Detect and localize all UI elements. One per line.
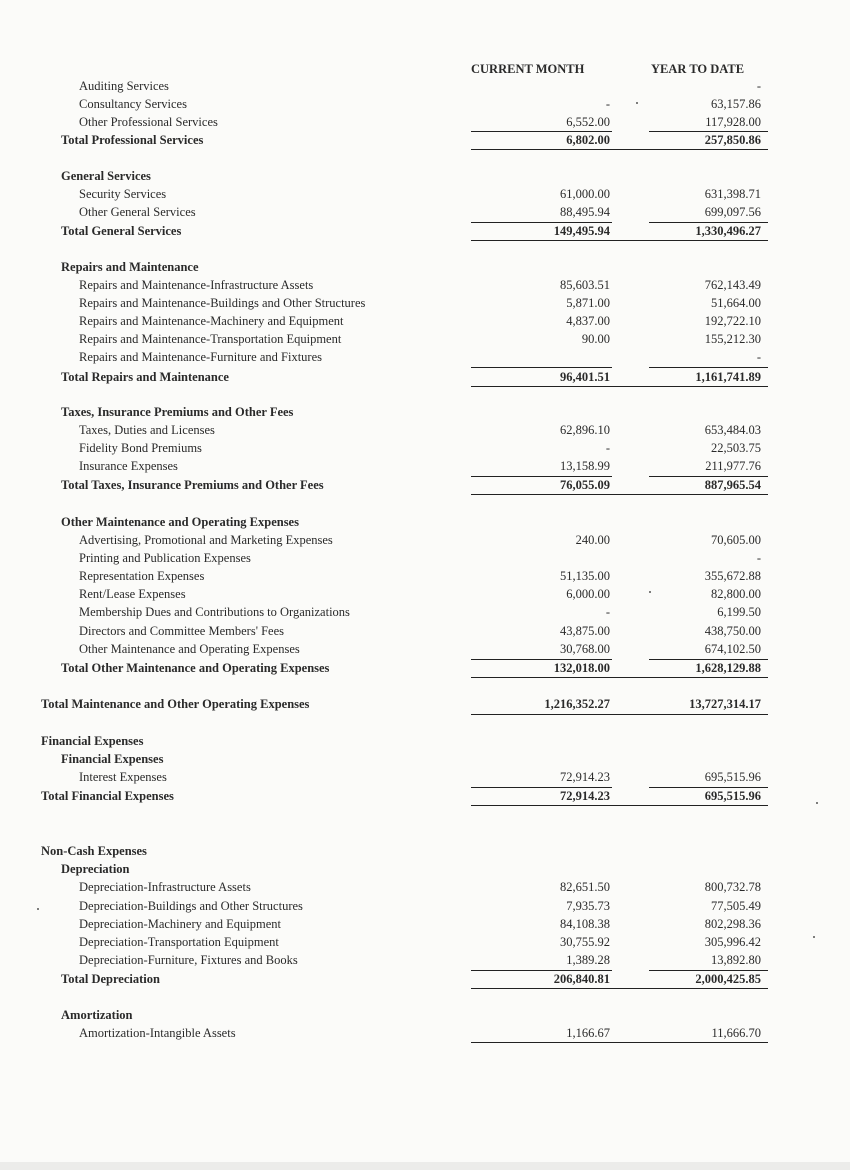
ytd-value: 695,515.96 bbox=[704, 789, 761, 803]
ytd-value: 1,628,129.88 bbox=[695, 661, 761, 675]
scan-speck bbox=[636, 102, 638, 104]
column-header-year-to-date: YEAR TO DATE bbox=[651, 62, 745, 76]
cm-value: 85,603.51 bbox=[560, 278, 610, 292]
cm-value: 7,935.73 bbox=[566, 899, 610, 913]
row-label: Rent/Lease Expenses bbox=[79, 587, 186, 601]
row-depreciation-machinery bbox=[0, 915, 850, 933]
row-label: Repairs and Maintenance-Infrastructure Assets bbox=[79, 278, 314, 292]
ytd-value: 155,212.30 bbox=[704, 332, 761, 346]
cm-value: 132,018.00 bbox=[553, 661, 610, 675]
row-label: Depreciation-Buildings and Other Structures bbox=[79, 899, 303, 913]
row-label: Auditing Services bbox=[79, 79, 169, 93]
row-label: Interest Expenses bbox=[79, 770, 167, 784]
row-label: Security Services bbox=[79, 187, 167, 201]
cm-value: 6,802.00 bbox=[566, 133, 610, 147]
row-repairs-transportation bbox=[0, 330, 850, 348]
row-label: Total Other Maintenance and Operating Expenses bbox=[61, 661, 330, 675]
row-rent-lease-expenses bbox=[0, 585, 850, 603]
column-header-current-month: CURRENT MONTH bbox=[471, 62, 585, 76]
cm-value: 88,495.94 bbox=[560, 205, 610, 219]
row-label: Total Depreciation bbox=[61, 972, 160, 986]
scan-speck bbox=[37, 908, 39, 910]
row-security-services bbox=[0, 185, 850, 203]
row-label: Total General Services bbox=[61, 224, 182, 238]
cm-value: - bbox=[605, 605, 610, 619]
ytd-value: 800,732.78 bbox=[704, 880, 761, 894]
cm-value: 30,755.92 bbox=[560, 935, 610, 949]
cm-value: - bbox=[605, 97, 610, 111]
row-depreciation-furniture bbox=[0, 951, 850, 969]
scan-speck bbox=[813, 936, 815, 938]
ytd-value: 257,850.86 bbox=[704, 133, 761, 147]
ytd-value: 22,503.75 bbox=[711, 441, 761, 455]
row-consultancy-services bbox=[0, 95, 850, 113]
row-directors-fees bbox=[0, 622, 850, 640]
cm-value: 82,651.50 bbox=[560, 880, 610, 894]
ytd-value: 802,298.36 bbox=[704, 917, 761, 931]
row-label: Non-Cash Expenses bbox=[41, 844, 147, 858]
row-label: Total Repairs and Maintenance bbox=[61, 370, 229, 384]
row-label: Taxes, Insurance Premiums and Other Fees bbox=[61, 405, 294, 419]
cm-value: 30,768.00 bbox=[560, 642, 610, 656]
ytd-value: - bbox=[756, 79, 761, 93]
ytd-value: - bbox=[756, 551, 761, 565]
row-repairs-machinery bbox=[0, 312, 850, 330]
row-label: Membership Dues and Contributions to Organizations bbox=[79, 605, 350, 619]
ytd-value: 70,605.00 bbox=[711, 533, 761, 547]
cm-value: 90.00 bbox=[581, 332, 610, 346]
cm-value: 6,552.00 bbox=[566, 115, 610, 129]
ytd-value: 77,505.49 bbox=[711, 899, 761, 913]
row-total-repairs-and-maintenance bbox=[0, 368, 850, 386]
row-repairs-buildings bbox=[0, 294, 850, 312]
row-label: Depreciation-Transportation Equipment bbox=[79, 935, 279, 949]
ytd-value: 2,000,425.85 bbox=[695, 972, 761, 986]
row-fidelity-bond-premiums bbox=[0, 439, 850, 457]
cm-value: 13,158.99 bbox=[560, 459, 610, 473]
row-label: Other Professional Services bbox=[79, 115, 218, 129]
row-total-financial-expenses bbox=[0, 787, 850, 805]
ytd-value: 355,672.88 bbox=[704, 569, 761, 583]
total-rule bbox=[471, 677, 768, 678]
row-label: Consultancy Services bbox=[79, 97, 187, 111]
row-other-maintenance-expenses bbox=[0, 640, 850, 658]
ytd-value: 674,102.50 bbox=[704, 642, 761, 656]
row-auditing-services bbox=[0, 77, 850, 95]
row-membership-dues bbox=[0, 603, 850, 621]
ytd-value: 653,484.03 bbox=[704, 423, 761, 437]
row-depreciation-infrastructure bbox=[0, 878, 850, 896]
row-label: Printing and Publication Expenses bbox=[79, 551, 251, 565]
cm-value: 206,840.81 bbox=[553, 972, 610, 986]
row-interest-expenses bbox=[0, 768, 850, 786]
cm-value: 43,875.00 bbox=[560, 624, 610, 638]
cm-value: 84,108.38 bbox=[560, 917, 610, 931]
row-label: Amortization bbox=[61, 1008, 133, 1022]
cm-value: 1,166.67 bbox=[566, 1026, 610, 1040]
row-label: Total Professional Services bbox=[61, 133, 204, 147]
total-rule bbox=[471, 149, 768, 150]
ytd-value: 63,157.86 bbox=[711, 97, 761, 111]
scan-bottom-edge bbox=[0, 1162, 850, 1170]
row-amortization-intangible bbox=[0, 1024, 850, 1042]
row-total-taxes-insurance bbox=[0, 476, 850, 494]
row-label: Fidelity Bond Premiums bbox=[79, 441, 202, 455]
cm-value: 240.00 bbox=[575, 533, 610, 547]
row-label: Other Maintenance and Operating Expenses bbox=[79, 642, 300, 656]
row-label: Repairs and Maintenance-Buildings and Other Structures bbox=[79, 296, 366, 310]
total-rule bbox=[471, 494, 768, 495]
row-label: Repairs and Maintenance bbox=[61, 260, 199, 274]
ytd-value: 695,515.96 bbox=[704, 770, 761, 784]
row-total-professional-services bbox=[0, 131, 850, 149]
ytd-value: 762,143.49 bbox=[704, 278, 761, 292]
row-total-other-maintenance bbox=[0, 659, 850, 677]
ytd-value: 11,666.70 bbox=[711, 1026, 761, 1040]
row-label: Insurance Expenses bbox=[79, 459, 178, 473]
cm-value: 4,837.00 bbox=[566, 314, 610, 328]
row-label: Advertising, Promotional and Marketing Expenses bbox=[79, 533, 333, 547]
cm-value: 62,896.10 bbox=[560, 423, 610, 437]
row-label: Depreciation-Infrastructure Assets bbox=[79, 880, 251, 894]
scan-speck bbox=[816, 802, 818, 804]
cm-value: 76,055.09 bbox=[560, 478, 610, 492]
row-label: Repairs and Maintenance-Transportation Equipment bbox=[79, 332, 342, 346]
ytd-value: 1,161,741.89 bbox=[695, 370, 761, 384]
row-total-general-services bbox=[0, 222, 850, 240]
section-heading-other-maintenance bbox=[0, 513, 850, 531]
row-repairs-infrastructure bbox=[0, 276, 850, 294]
total-rule bbox=[471, 386, 768, 387]
ytd-value: 13,892.80 bbox=[711, 953, 761, 967]
section-heading-taxes-insurance bbox=[0, 403, 850, 421]
ytd-value: 211,977.76 bbox=[705, 459, 761, 473]
subsection-heading-depreciation bbox=[0, 860, 850, 878]
row-insurance-expenses bbox=[0, 457, 850, 475]
row-label: Taxes, Duties and Licenses bbox=[79, 423, 215, 437]
ytd-value: 631,398.71 bbox=[704, 187, 761, 201]
row-label: Repairs and Maintenance-Machinery and Equipment bbox=[79, 314, 344, 328]
ytd-value: - bbox=[756, 350, 761, 364]
section-heading-non-cash-expenses bbox=[0, 842, 850, 860]
ytd-value: 51,664.00 bbox=[711, 296, 761, 310]
ytd-value: 13,727,314.17 bbox=[689, 697, 761, 711]
ytd-value: 6,199.50 bbox=[717, 605, 761, 619]
total-rule bbox=[471, 805, 768, 806]
ytd-value: 699,097.56 bbox=[704, 205, 761, 219]
cm-value: 51,135.00 bbox=[560, 569, 610, 583]
row-representation-expenses bbox=[0, 567, 850, 585]
row-label: Amortization-Intangible Assets bbox=[79, 1026, 236, 1040]
cm-value: - bbox=[605, 441, 610, 455]
cm-value: 149,495.94 bbox=[553, 224, 610, 238]
row-label: Representation Expenses bbox=[79, 569, 205, 583]
row-label: Total Financial Expenses bbox=[41, 789, 174, 803]
scan-speck bbox=[649, 591, 651, 593]
total-rule bbox=[471, 240, 768, 241]
cm-value: 72,914.23 bbox=[560, 789, 610, 803]
ytd-value: 117,928.00 bbox=[705, 115, 761, 129]
row-printing-publication bbox=[0, 549, 850, 567]
row-label: Directors and Committee Members' Fees bbox=[79, 624, 284, 638]
ytd-value: 438,750.00 bbox=[704, 624, 761, 638]
total-rule bbox=[471, 988, 768, 989]
row-repairs-furniture bbox=[0, 348, 850, 366]
row-label: Depreciation-Machinery and Equipment bbox=[79, 917, 282, 931]
row-label: General Services bbox=[61, 169, 151, 183]
row-label: Repairs and Maintenance-Furniture and Fixtures bbox=[79, 350, 322, 364]
row-depreciation-transportation bbox=[0, 933, 850, 951]
cm-value: 6,000.00 bbox=[566, 587, 610, 601]
row-label: Depreciation bbox=[61, 862, 130, 876]
row-other-general-services bbox=[0, 203, 850, 221]
cm-value: 61,000.00 bbox=[560, 187, 610, 201]
section-heading-repairs-and-maintenance bbox=[0, 258, 850, 276]
subsection-heading-financial-expenses bbox=[0, 750, 850, 768]
ytd-value: 82,800.00 bbox=[711, 587, 761, 601]
subsection-heading-amortization bbox=[0, 1006, 850, 1024]
row-label: Depreciation-Furniture, Fixtures and Books bbox=[79, 953, 298, 967]
row-label: Total Taxes, Insurance Premiums and Other Fees bbox=[61, 478, 324, 492]
cm-value: 5,871.00 bbox=[566, 296, 610, 310]
ytd-value: 1,330,496.27 bbox=[695, 224, 761, 238]
row-taxes-duties-licenses bbox=[0, 421, 850, 439]
row-label: Financial Expenses bbox=[61, 752, 164, 766]
ytd-value: 887,965.54 bbox=[704, 478, 761, 492]
row-other-professional-services bbox=[0, 113, 850, 131]
ytd-value: 305,996.42 bbox=[704, 935, 761, 949]
row-total-depreciation bbox=[0, 970, 850, 988]
row-total-mooe bbox=[0, 695, 850, 713]
total-rule bbox=[471, 1042, 768, 1043]
section-heading-financial-expenses bbox=[0, 732, 850, 750]
cm-value: 1,389.28 bbox=[566, 953, 610, 967]
row-advertising-expenses bbox=[0, 531, 850, 549]
cm-value: 96,401.51 bbox=[560, 370, 610, 384]
cm-value: 72,914.23 bbox=[560, 770, 610, 784]
row-label: Financial Expenses bbox=[41, 734, 144, 748]
row-label: Other General Services bbox=[79, 205, 196, 219]
section-heading-general-services bbox=[0, 167, 850, 185]
total-rule bbox=[471, 714, 768, 715]
row-label: Other Maintenance and Operating Expenses bbox=[61, 515, 299, 529]
ytd-value: 192,722.10 bbox=[704, 314, 761, 328]
row-label: Total Maintenance and Other Operating Expenses bbox=[41, 697, 310, 711]
row-depreciation-buildings bbox=[0, 897, 850, 915]
cm-value: 1,216,352.27 bbox=[544, 697, 610, 711]
